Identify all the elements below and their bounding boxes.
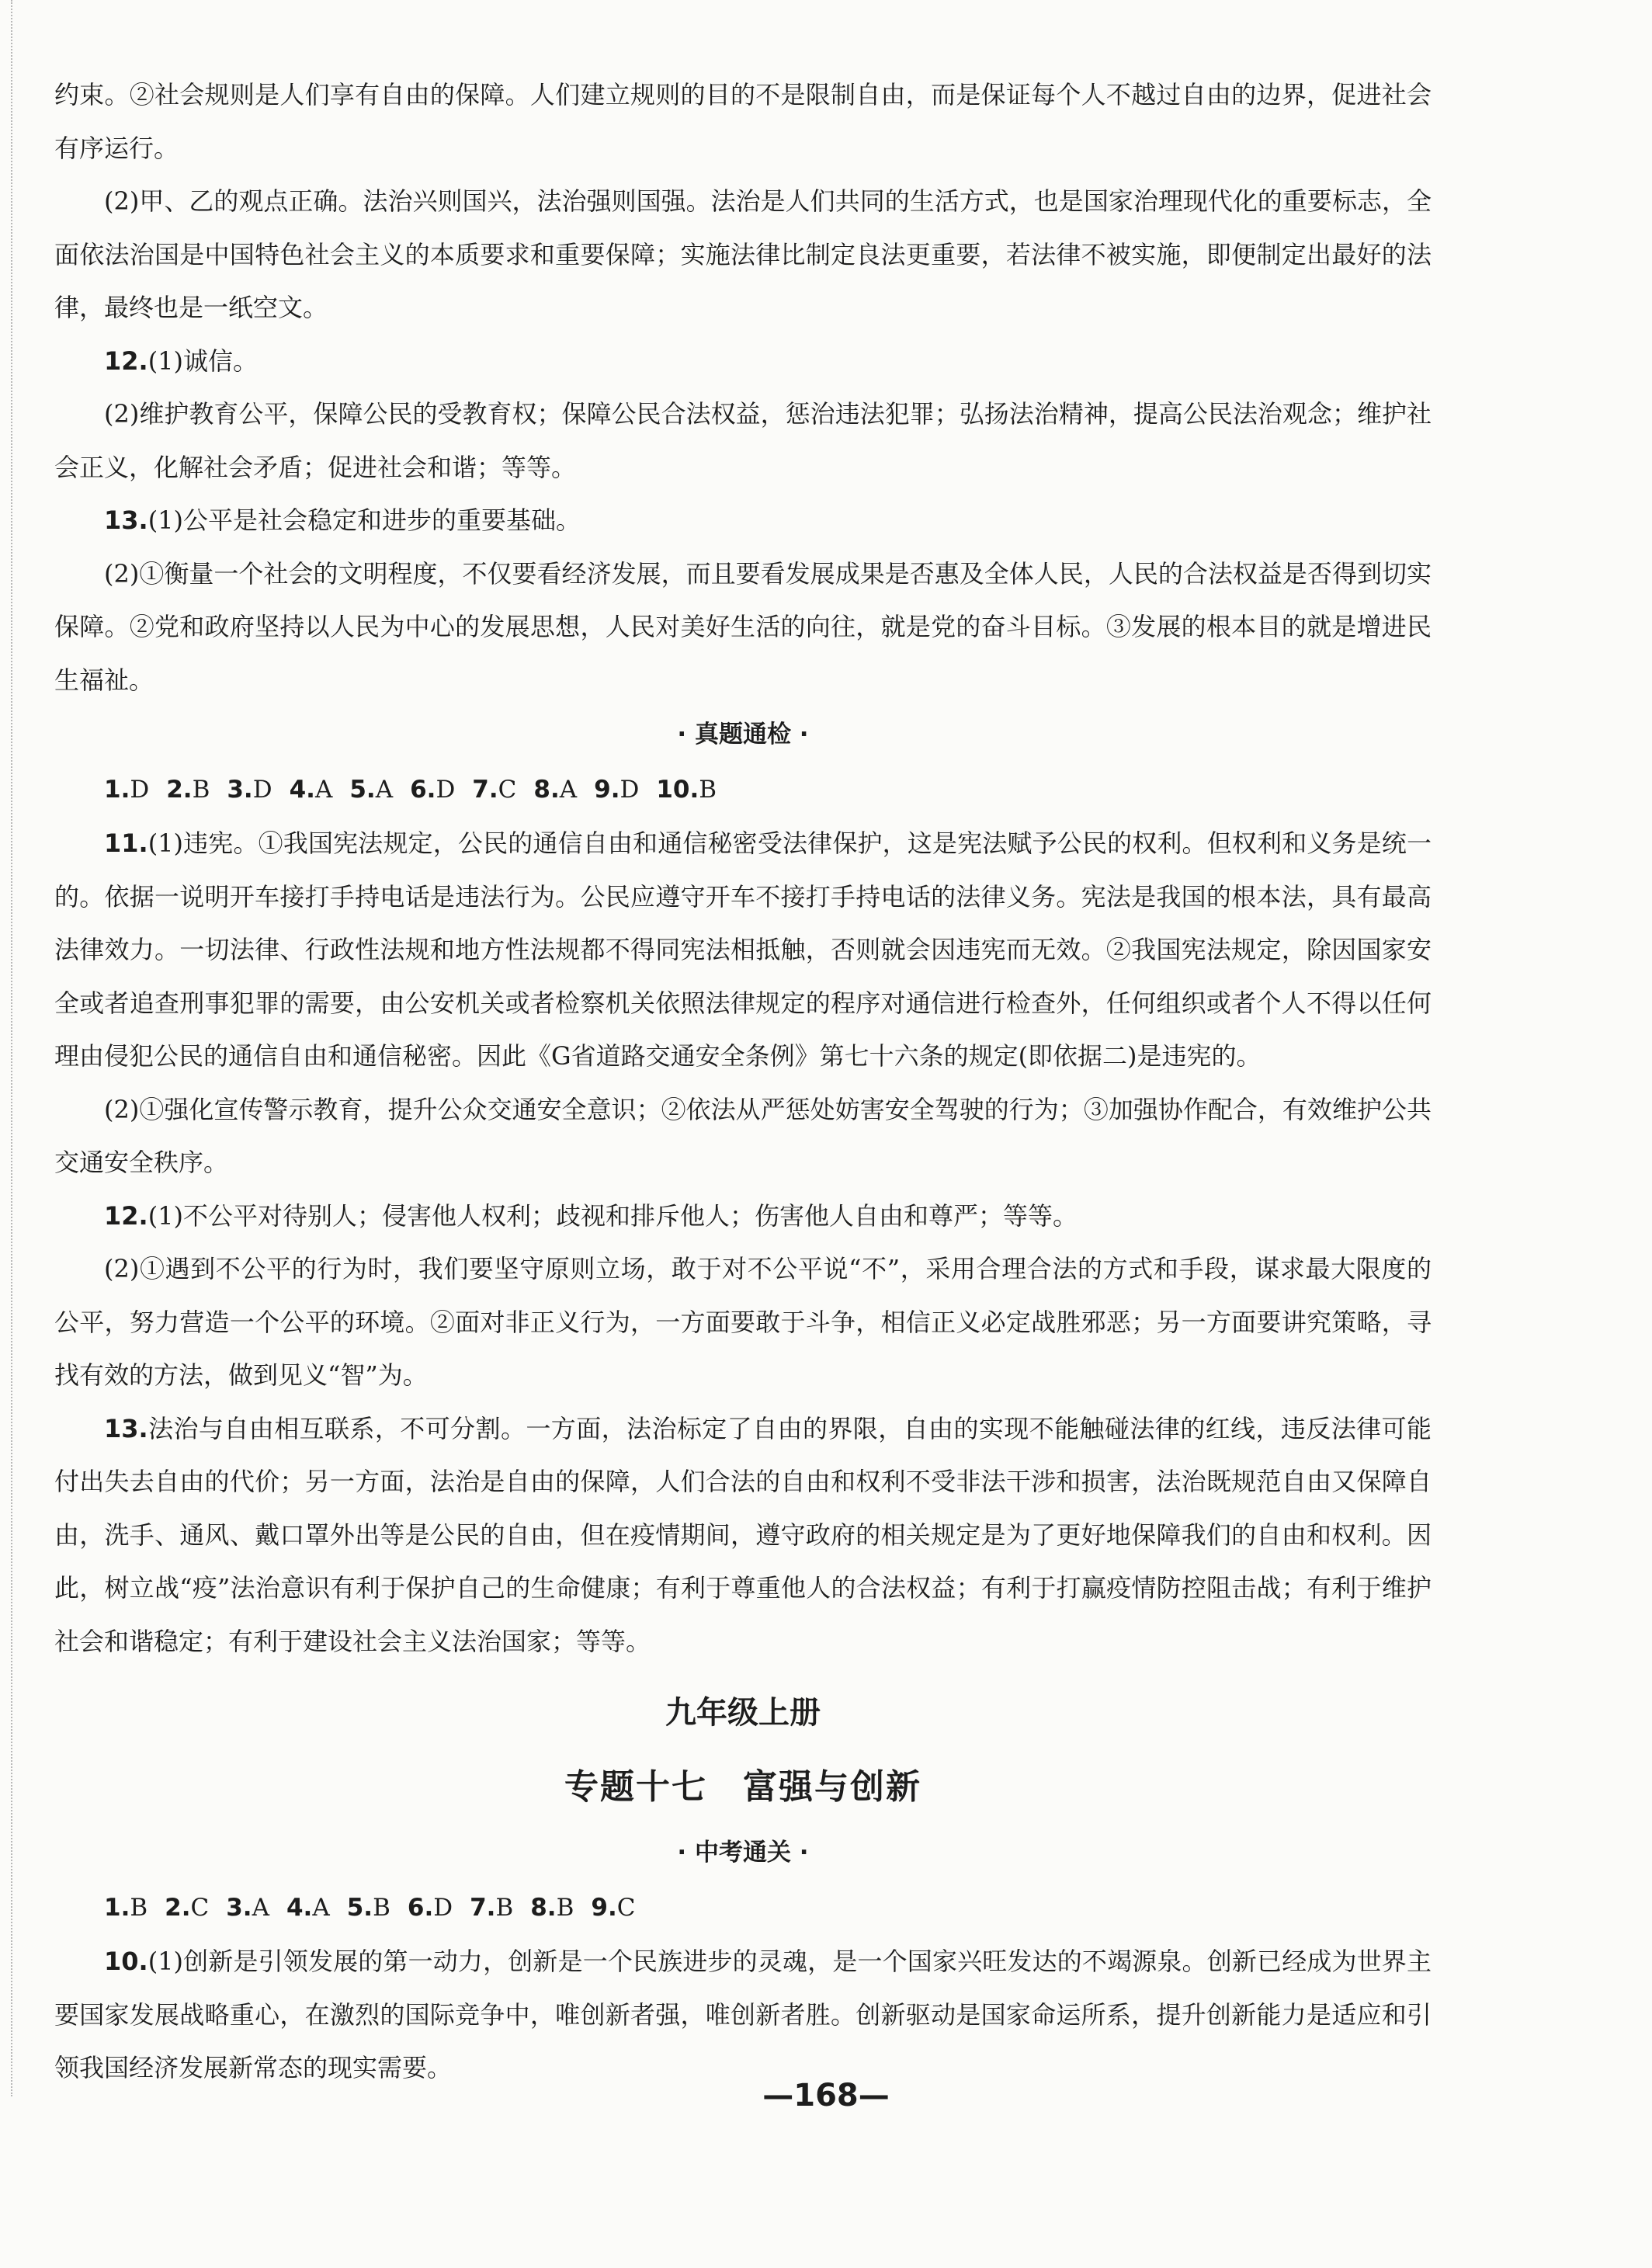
answer-paragraph [54, 335, 1432, 388]
choice-letter: D [620, 776, 640, 804]
question-number: 3. [226, 1894, 252, 1922]
question-number: 7. [470, 1894, 496, 1922]
choice-answer [656, 762, 717, 817]
question-number: 3. [227, 776, 253, 804]
choice-letter: D [252, 776, 272, 804]
answer-paragraph [54, 1935, 1432, 2095]
answer-paragraph [54, 817, 1432, 1083]
choice-answer [410, 762, 455, 817]
answers-mid-block [54, 817, 1432, 1668]
question-number: 4. [289, 776, 315, 804]
question-number: 9. [591, 1894, 617, 1922]
section-title-zhongkao: · 中考通关 · [677, 1839, 809, 1867]
choice-answer [104, 1881, 148, 1935]
choice-letter: A [375, 776, 394, 804]
answer-text: (2)①强化宣传警示教育，提升公众交通安全意识；②依法从严惩处妨害安全驾驶的行为；③加强协作配合，有效维护公共交通安全秩序。 [54, 1094, 1432, 1177]
question-number: 5. [346, 1894, 373, 1922]
answer-paragraph [54, 494, 1432, 547]
answer-text: 法治与自由相互联系，不可分割。一方面，法治标定了自由的界限，自由的实现不能触碰法律的红线，违反法律可能付出失去自由的代价；另一方面，法治是自由的保障，人们合法的自由和权利不受非法干涉和损害，法治既规范自由又保障自由，洗手、通风、戴口罩外出等是公民的自由，但在疫情期间，遵守政府的相关规定是为了更好地保障我们的自由和权利。因此，树立战“疫”法治意识有利于保护自己的生命健康；有利于尊重他人的合法权益；有利于打赢疫情防控阻击战；有利于维护社会和谐稳定；有利于建设社会主义法治国家；等等。 [54, 1413, 1432, 1656]
answer-paragraph [54, 1083, 1432, 1190]
question-number: 12. [104, 1200, 148, 1231]
question-number: 8. [533, 776, 560, 804]
answer-paragraph [54, 1190, 1432, 1243]
answer-text: 约束。②社会规则是人们享有自由的保障。人们建立规则的目的不是限制自由，而是保证每个人不越过自由的边界，促进社会有序运行。 [54, 80, 1432, 163]
choice-letter: B [556, 1894, 574, 1922]
question-number: 6. [407, 1894, 434, 1922]
choice-letter: B [130, 1894, 148, 1922]
answer-text: (1)违宪。①我国宪法规定，公民的通信自由和通信秘密受法律保护，这是宪法赋予公民的权利。但权利和义务是统一的。依据一说明开车接打手持电话是违法行为。公民应遵守开车不接打手持电话的法律义务。宪法是我国的根本法，具有最高法律效力。一切法律、行政性法规和地方性法规都不得同宪法相抵触，否则就会因违宪而无效。②我国宪法规定，除因国家安全或者追查刑事犯罪的需要，由公安机关或者检察机关依照法律规定的程序对通信进行检查外，任何组织或者个人不得以任何理由侵犯公民的通信自由和通信秘密。因此《G省道路交通安全条例》第七十六条的规定(即依据二)是违宪的。 [54, 828, 1432, 1071]
choice-letter: B [495, 1894, 514, 1922]
section-title-zhenti: · 真题通检 · [677, 721, 809, 748]
answers-top-block [54, 68, 1432, 707]
choice-answer [472, 762, 516, 817]
answer-text: (2)①遇到不公平的行为时，我们要坚守原则立场，敢于对不公平说“不”，采用合理合法的方式和手段，谋求最大限度的公平，努力营造一个公平的环境。②面对非正义行为，一方面要敢于斗争，相信正义必定战胜邪恶；另一方面要讲究策略，寻找有效的方法，做到见义“智”为。 [54, 1254, 1432, 1390]
choice-letter: C [498, 776, 517, 804]
answer-text: (2)①衡量一个社会的文明程度，不仅要看经济发展，而且要看发展成果是否惠及全体人民，人民的合法权益是否得到切实保障。②党和政府坚持以人民为中心的发展思想，人民对美好生活的向往，就是党的奋斗目标。③发展的根本目的就是增进民生福祉。 [54, 558, 1432, 695]
question-number: 13. [104, 505, 148, 535]
choice-answer [226, 1881, 269, 1935]
choice-answer [104, 762, 149, 817]
answer-paragraph [54, 68, 1432, 175]
question-number: 1. [104, 1894, 130, 1922]
choice-answer [286, 1881, 330, 1935]
grade-title: 九年级上册 [665, 1695, 821, 1731]
question-number: 2. [165, 1894, 191, 1922]
answer-text: (1)公平是社会稳定和进步的重要基础。 [148, 505, 581, 535]
choice-answer [533, 762, 577, 817]
choice-letter: A [312, 1894, 330, 1922]
answer-text: (2)甲、乙的观点正确。法治兴则国兴，法治强则国强。法治是人们共同的生活方式，也是国家治理现代化的重要标志，全面依法治国是中国特色社会主义的本质要求和重要保障；实施法律比制定良法更重要，若法律不被实施，即便制定出最好的法律，最终也是一纸空文。 [54, 186, 1432, 322]
question-number: 1. [104, 776, 130, 804]
choice-letter: C [616, 1894, 636, 1922]
choice-letter: D [433, 1894, 453, 1922]
question-number: 13. [104, 1413, 148, 1443]
choice-letter: A [314, 776, 333, 804]
question-number: 5. [349, 776, 376, 804]
choice-letter: C [190, 1894, 210, 1922]
question-number: 6. [410, 776, 436, 804]
choice-answer [594, 762, 639, 817]
question-number: 10. [656, 776, 699, 804]
answer-text: (2)维护教育公平，保障公民的受教育权；保障公民合法权益，惩治违法犯罪；弘扬法治精神，提高公民法治观念；维护社会正义，化解社会矛盾；促进社会和谐；等等。 [54, 399, 1432, 482]
choice-letter: B [373, 1894, 390, 1922]
question-number: 4. [286, 1894, 313, 1922]
answers-bottom-block [54, 1935, 1432, 2095]
choice-letter: D [130, 776, 150, 804]
choice-letter: D [436, 776, 456, 804]
answer-page [54, 68, 1432, 2095]
answer-paragraph [54, 547, 1432, 707]
question-number: 9. [594, 776, 620, 804]
choice-answer [408, 1881, 453, 1935]
question-number: 2. [166, 776, 193, 804]
answer-paragraph [54, 1242, 1432, 1402]
choice-answer [347, 1881, 390, 1935]
question-number: 12. [104, 346, 148, 376]
answer-text: (1)不公平对待别人；侵害他人权利；歧视和排斥他人；伤害他人自由和尊严；等等。 [148, 1200, 1078, 1231]
answer-text: (1)诚信。 [148, 346, 259, 376]
answer-paragraph [54, 1402, 1432, 1669]
answer-text: (1)创新是引领发展的第一动力，创新是一个民族进步的灵魂，是一个国家兴旺发达的不竭源泉。创新已经成为世界主要国家发展战略重心，在激烈的国际竞争中，唯创新者强，唯创新者胜。创新驱动是国家命运所系，提升创新能力是适应和引领我国经济发展新常态的现实需要。 [54, 1947, 1432, 2082]
page-number: —168— [762, 2078, 890, 2113]
choice-answer [591, 1881, 635, 1935]
choice-answer [165, 1881, 209, 1935]
multiple-choice-answers-2 [54, 1881, 1432, 1935]
question-number: 11. [104, 828, 148, 858]
choice-answer [227, 762, 272, 817]
question-number: 7. [472, 776, 498, 804]
topic-title: 专题十七 富强与创新 [564, 1767, 921, 1807]
choice-answer [470, 1881, 513, 1935]
choice-letter: A [559, 776, 578, 804]
choice-answer [290, 762, 333, 817]
choice-letter: B [192, 776, 210, 804]
choice-letter: A [252, 1894, 269, 1922]
choice-answer [166, 762, 210, 817]
multiple-choice-answers-1 [54, 762, 1432, 817]
choice-answer [349, 762, 393, 817]
choice-answer [530, 1881, 574, 1935]
answer-paragraph [54, 175, 1432, 335]
binding-margin-line [11, 0, 12, 2096]
question-number: 8. [530, 1894, 557, 1922]
question-number: 10. [104, 1947, 148, 1976]
answer-paragraph [54, 387, 1432, 494]
choice-letter: B [699, 776, 717, 804]
